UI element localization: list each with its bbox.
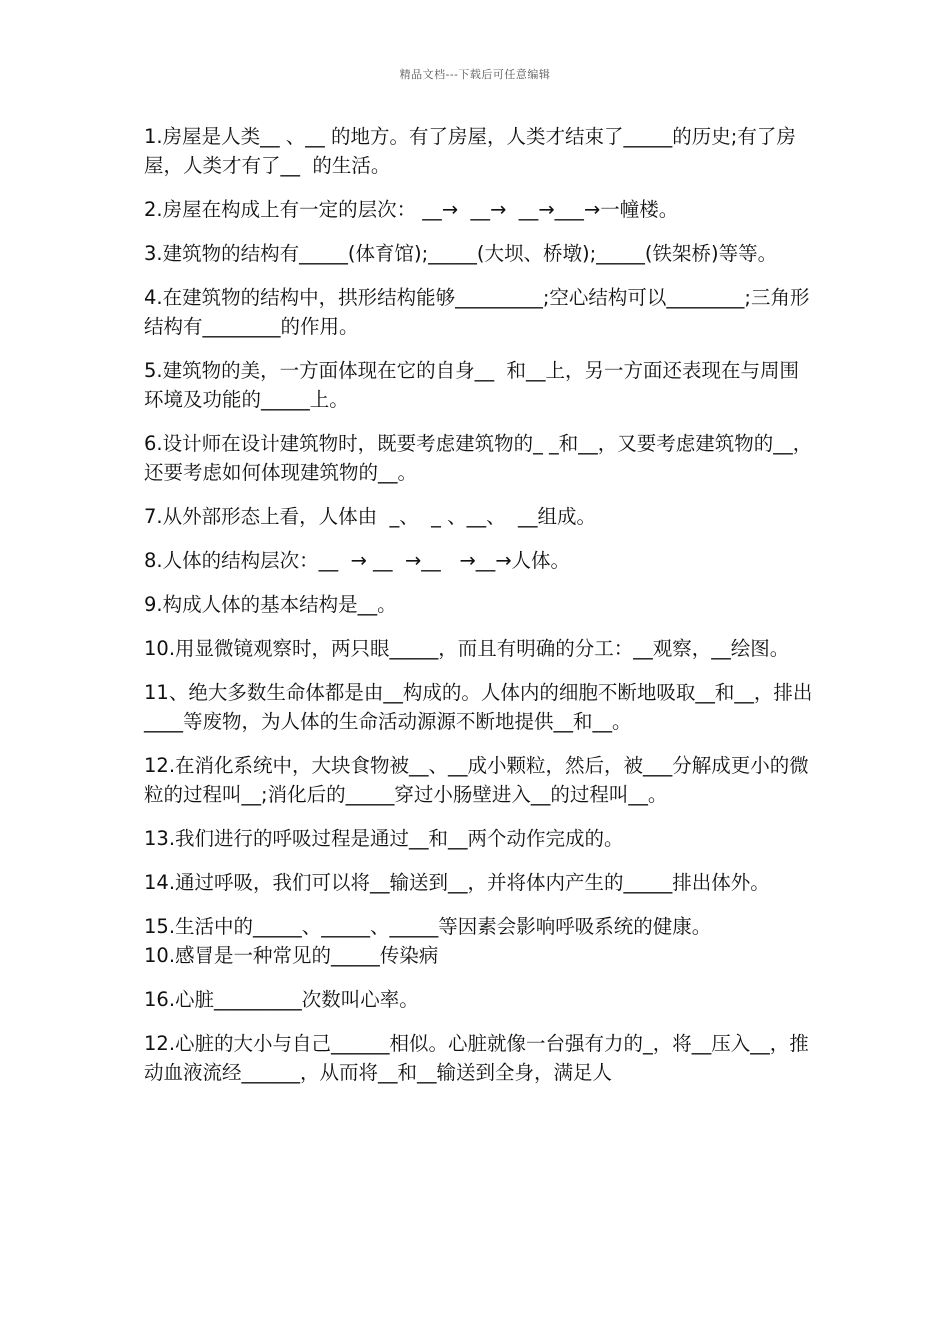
question-1: 1.房屋是人类__ 、__ 的地方。有了房屋，人类才结束了_____的历史;有了房屋，人类才有了__ 的生活。 <box>144 125 796 177</box>
document-body <box>144 122 816 1102</box>
question-5: 5.建筑物的美，一方面体现在它的自身__ 和__上，另一方面还表现在与周围环境及功能的_____上。 <box>144 359 800 411</box>
question-15: 15.生活中的_____、_____、_____等因素会影响呼吸系统的健康。 10.感冒是一种常见的_____传染病 <box>144 915 712 967</box>
question-3: 3.建筑物的结构有_____(体育馆);_____(大坝、桥墩);_____(铁架桥)等等。 <box>144 242 778 265</box>
question-7: 7.从外部形态上看，人体由 _、 _ 、__、 __组成。 <box>144 505 596 528</box>
question-16: 16.心脏_________次数叫心率。 <box>144 988 419 1011</box>
question-6: 6.设计师在设计建筑物时，既要考虑建筑物的_ _和__，又要考虑建筑物的__，还要考虑如何体现建筑物的__。 <box>144 432 813 484</box>
question-8: 8.人体的结构层次：__ → __ →__ →__→人体。 <box>144 549 571 572</box>
question-11: 11、绝大多数生命体都是由__构成的。人体内的细胞不断地吸取__和__，排出____等废物，为人体的生命活动源源不断地提供__和__。 <box>144 681 813 733</box>
question-17: 12.心脏的大小与自己______相似。心脏就像一台强有力的_，将__压入__，推动血液流经______，从而将__和__输送到全身，满足人 <box>144 1032 809 1084</box>
question-10: 10.用显微镜观察时，两只眼_____，而且有明确的分工：__观察，__绘图。 <box>144 637 790 660</box>
question-9: 9.构成人体的基本结构是__。 <box>144 593 397 616</box>
question-14: 14.通过呼吸，我们可以将__输送到__，并将体内产生的_____排出体外。 <box>144 871 770 894</box>
question-2: 2.房屋在构成上有一定的层次： __→ __→ __→___→一幢楼。 <box>144 198 679 221</box>
question-4: 4.在建筑物的结构中，拱形结构能够_________;空心结构可以________;三角形结构有________的作用。 <box>144 286 810 338</box>
question-13: 13.我们进行的呼吸过程是通过__和__两个动作完成的。 <box>144 827 624 850</box>
page-header: 精品文档---下载后可任意编辑 <box>399 68 551 81</box>
question-12: 12.在消化系统中，大块食物被__、__成小颗粒，然后，被___分解成更小的微粒的过程叫__;消化后的_____穿过小肠壁进入__的过程叫__。 <box>144 754 809 806</box>
